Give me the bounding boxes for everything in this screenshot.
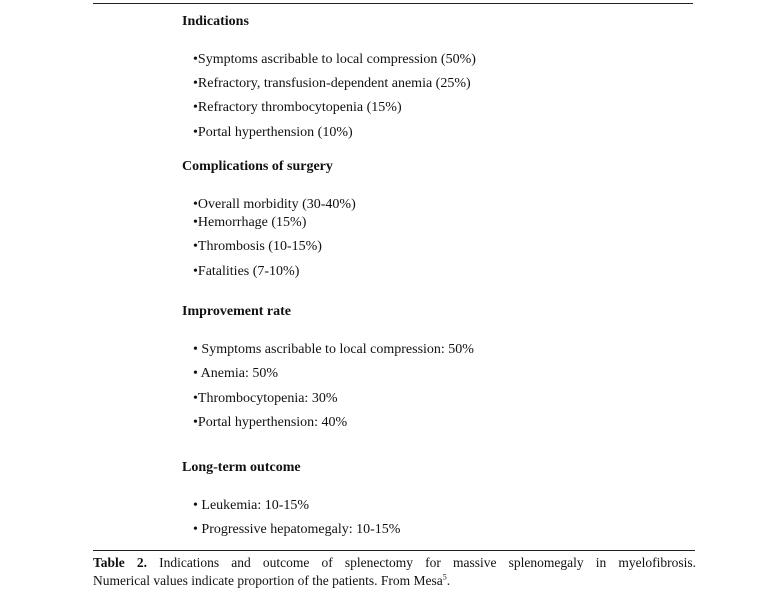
caption-reference: 5 xyxy=(442,572,447,582)
list-item: •Overall morbidity (30-40%) xyxy=(193,197,356,212)
section-heading-indications: Indications xyxy=(182,14,249,29)
list-item: •Refractory thrombocytopenia (15%) xyxy=(193,100,402,115)
caption-label: Table 2. xyxy=(93,555,148,570)
list-item: • Progressive hepatomegaly: 10-15% xyxy=(193,522,401,537)
section-heading-long-term-outcome: Long-term outcome xyxy=(182,460,301,475)
list-item: • Anemia: 50% xyxy=(193,366,278,381)
list-item: •Fatalities (7-10%) xyxy=(193,264,300,279)
caption-text-2: Numerical values indicate proportion of the patients. From Mesa xyxy=(93,573,443,588)
list-item: •Thrombocytopenia: 30% xyxy=(193,391,338,406)
list-item: • Symptoms ascribable to local compression: 50% xyxy=(193,342,474,357)
list-item: • Leukemia: 10-15% xyxy=(193,498,310,513)
caption-line-1 xyxy=(93,554,696,572)
list-item: •Hemorrhage (15%) xyxy=(193,215,307,230)
list-item: •Portal hyperthension (10%) xyxy=(193,125,353,140)
list-item: •Portal hyperthension: 40% xyxy=(193,415,348,430)
list-item: •Thrombosis (10-15%) xyxy=(193,239,322,254)
caption-end: . xyxy=(446,573,451,588)
caption-text-1: Indications and outcome of splenectomy for massive splenomegaly in myelofibrosis. xyxy=(159,555,696,570)
section-heading-improvement-rate: Improvement rate xyxy=(182,304,291,319)
list-item: •Symptoms ascribable to local compression (50%) xyxy=(193,52,476,67)
table-bottom-rule xyxy=(93,550,695,551)
table-top-rule xyxy=(93,3,693,4)
caption-line-2 xyxy=(93,572,696,590)
section-heading-complications: Complications of surgery xyxy=(182,159,333,174)
table-caption xyxy=(93,554,696,590)
list-item: •Refractory, transfusion-dependent anemia (25%) xyxy=(193,76,471,91)
